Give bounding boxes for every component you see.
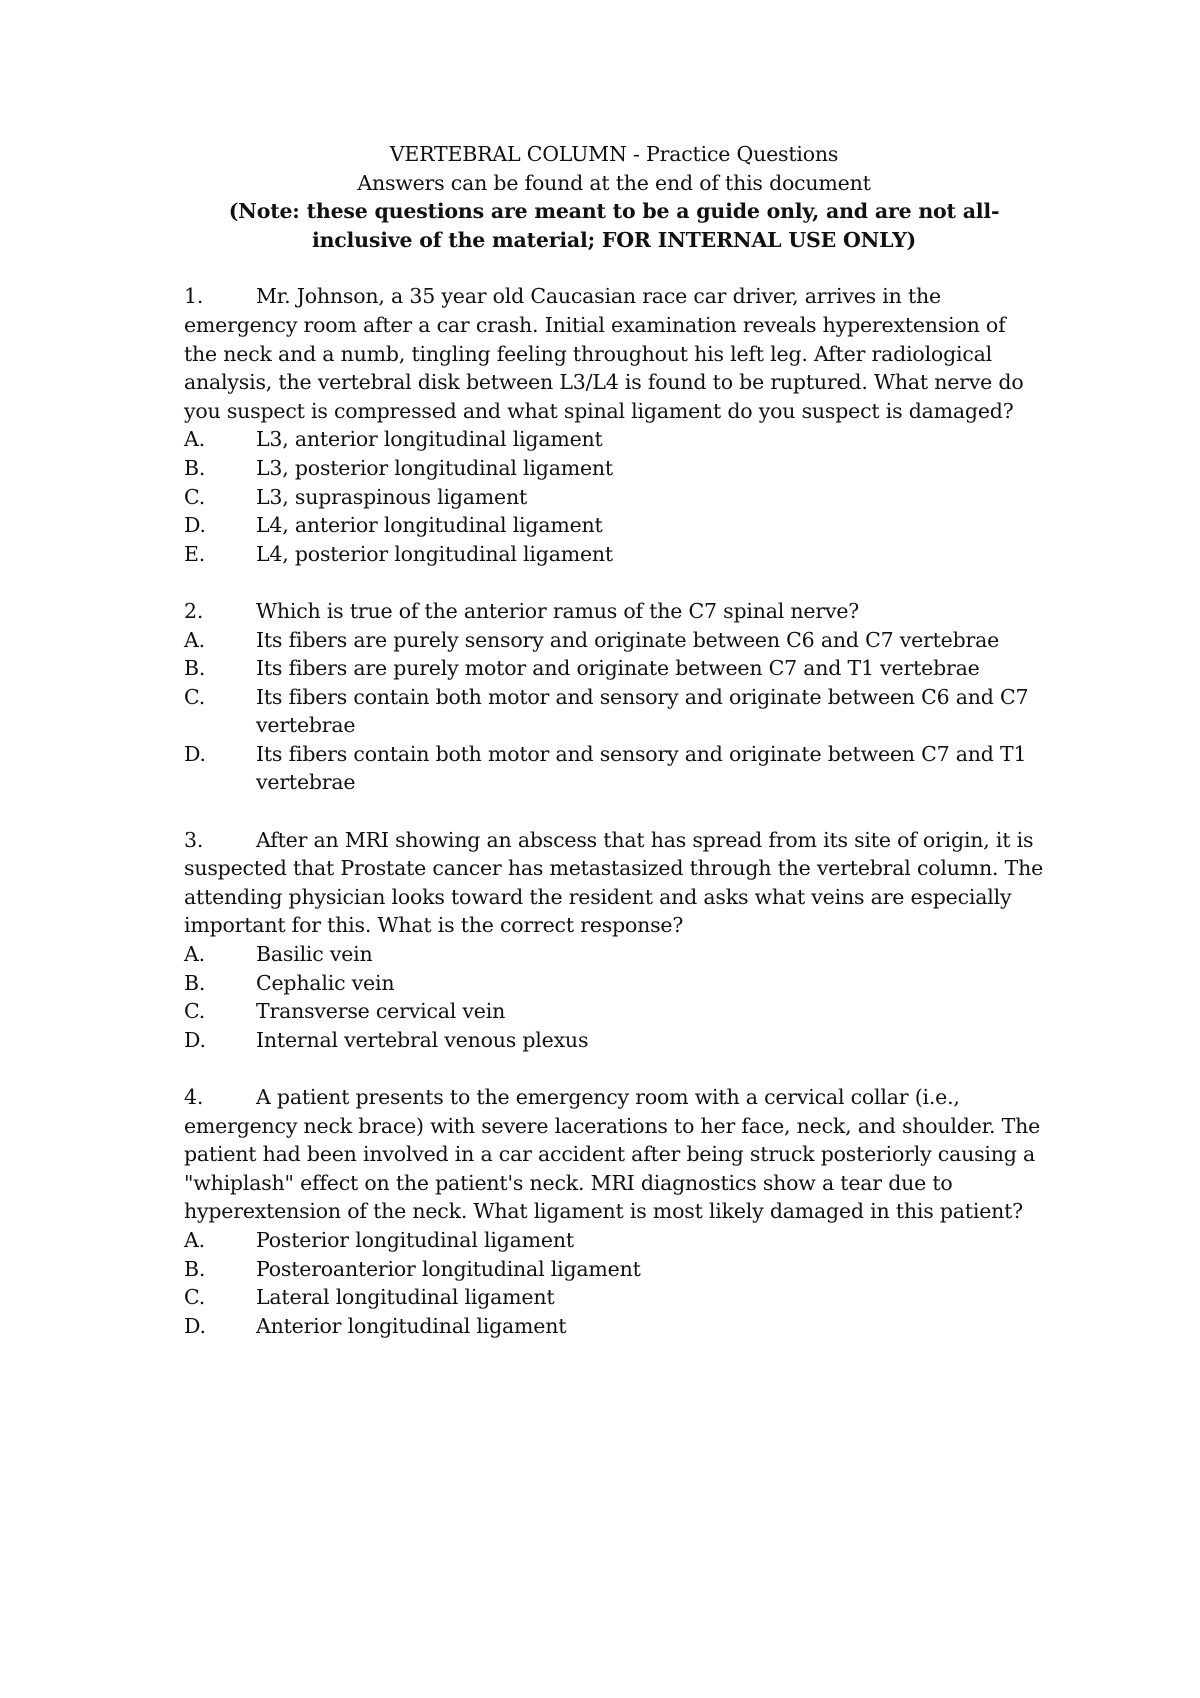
option-text: L3, anterior longitudinal ligament xyxy=(256,427,603,452)
document-header xyxy=(184,140,1044,254)
option-text: L4, anterior longitudinal ligament xyxy=(256,513,603,538)
option-text: L3, posterior longitudinal ligament xyxy=(256,455,613,480)
option-letter: C. xyxy=(184,484,206,509)
option-letter: D. xyxy=(184,1027,206,1052)
option-text: Its fibers contain both motor and sensory and originate between C7 and T1 vertebrae xyxy=(256,741,1027,795)
option-text: Its fibers are purely sensory and originate between C6 and C7 vertebrae xyxy=(256,627,1000,652)
question-number: 3. xyxy=(184,827,204,852)
question-1 xyxy=(184,282,1044,568)
option-letter: B. xyxy=(184,656,206,681)
option-letter: B. xyxy=(184,970,206,995)
document-note-line-1: (Note: these questions are meant to be a guide only, and are not all- xyxy=(228,199,1000,224)
option-text: L4, posterior longitudinal ligament xyxy=(256,541,613,566)
question-3 xyxy=(184,826,1044,1055)
question-2 xyxy=(184,597,1044,797)
question-number: 1. xyxy=(184,284,204,309)
option-letter: A. xyxy=(184,1227,205,1252)
question-stem xyxy=(184,597,1044,626)
question-number: 2. xyxy=(184,598,204,623)
question-text: A patient presents to the emergency room with a cervical collar (i.e., emergency neck brace) with severe lacerations to her face, neck, and shoulder. The patient had been involved in a car accident after being struck posteriorly causing a "whiplash" effect on the patient's neck. MRI diagnostics show a tear due to hyperextension of the neck. What ligament is most likely damaged in this patient? xyxy=(184,1085,1041,1224)
option-text: Its fibers are purely motor and originate between C7 and T1 vertebrae xyxy=(256,656,980,681)
answer-option xyxy=(184,454,1044,483)
question-text: After an MRI showing an abscess that has spread from its site of origin, it is suspected that Prostate cancer has metastasized through the vertebral column. The attending physician looks toward the resident and asks what veins are especially important for this. What is the correct response? xyxy=(184,827,1044,938)
answer-option xyxy=(184,654,1044,683)
answer-options xyxy=(184,626,1044,798)
option-text: Cephalic vein xyxy=(256,970,395,995)
option-letter: B. xyxy=(184,1256,206,1281)
answer-option xyxy=(184,1226,1044,1255)
option-letter: D. xyxy=(184,741,206,766)
answer-option xyxy=(184,626,1044,655)
option-text: Posteroanterior longitudinal ligament xyxy=(256,1256,641,1281)
document-page xyxy=(184,140,1044,1369)
answer-options xyxy=(184,940,1044,1054)
answer-option xyxy=(184,1255,1044,1284)
option-letter: D. xyxy=(184,513,206,538)
answer-option xyxy=(184,1312,1044,1341)
option-text: Transverse cervical vein xyxy=(256,999,506,1024)
question-text: Which is true of the anterior ramus of the C7 spinal nerve? xyxy=(256,598,860,623)
option-letter: B. xyxy=(184,455,206,480)
option-text: Internal vertebral venous plexus xyxy=(256,1027,589,1052)
answer-option xyxy=(184,483,1044,512)
document-title: VERTEBRAL COLUMN - Practice Questions xyxy=(389,142,839,166)
document-note-line-2: inclusive of the material; FOR INTERNAL USE ONLY) xyxy=(311,227,917,252)
question-text: Mr. Johnson, a 35 year old Caucasian race car driver, arrives in the emergency room after a car crash. Initial examination reveals hyperextension of the neck and a numb, tingling feeling throughout his left leg. After radiological analysis, the vertebral disk between L3/L4 is found to be ruptured. What nerve do you suspect is compressed and what spinal ligament do you suspect is damaged? xyxy=(184,284,1024,423)
option-letter: A. xyxy=(184,627,205,652)
option-text: Basilic vein xyxy=(256,942,373,967)
answer-options xyxy=(184,425,1044,568)
option-text: Its fibers contain both motor and sensory and originate between C6 and C7 vertebrae xyxy=(256,684,1029,738)
answer-option xyxy=(184,425,1044,454)
answer-option xyxy=(184,540,1044,569)
answer-option xyxy=(184,683,1044,740)
option-letter: E. xyxy=(184,541,206,566)
question-number: 4. xyxy=(184,1085,204,1109)
answer-option xyxy=(184,740,1044,797)
option-letter: A. xyxy=(184,427,205,452)
document-subtitle: Answers can be found at the end of this document xyxy=(357,170,871,195)
option-text: Anterior longitudinal ligament xyxy=(256,1313,567,1338)
option-letter: C. xyxy=(184,684,206,709)
answer-option xyxy=(184,969,1044,998)
option-text: Posterior longitudinal ligament xyxy=(256,1227,574,1252)
answer-option xyxy=(184,997,1044,1026)
question-stem xyxy=(184,826,1044,940)
answer-options xyxy=(184,1226,1044,1340)
answer-option xyxy=(184,940,1044,969)
answer-option xyxy=(184,511,1044,540)
answer-option xyxy=(184,1026,1044,1055)
option-letter: C. xyxy=(184,999,206,1024)
option-text: L3, supraspinous ligament xyxy=(256,484,528,509)
option-text: Lateral longitudinal ligament xyxy=(256,1285,555,1310)
question-4 xyxy=(184,1083,1044,1340)
option-letter: C. xyxy=(184,1285,206,1310)
answer-option xyxy=(184,1283,1044,1312)
option-letter: D. xyxy=(184,1313,206,1338)
question-stem xyxy=(184,1083,1044,1226)
question-stem xyxy=(184,282,1044,425)
option-letter: A. xyxy=(184,942,205,967)
